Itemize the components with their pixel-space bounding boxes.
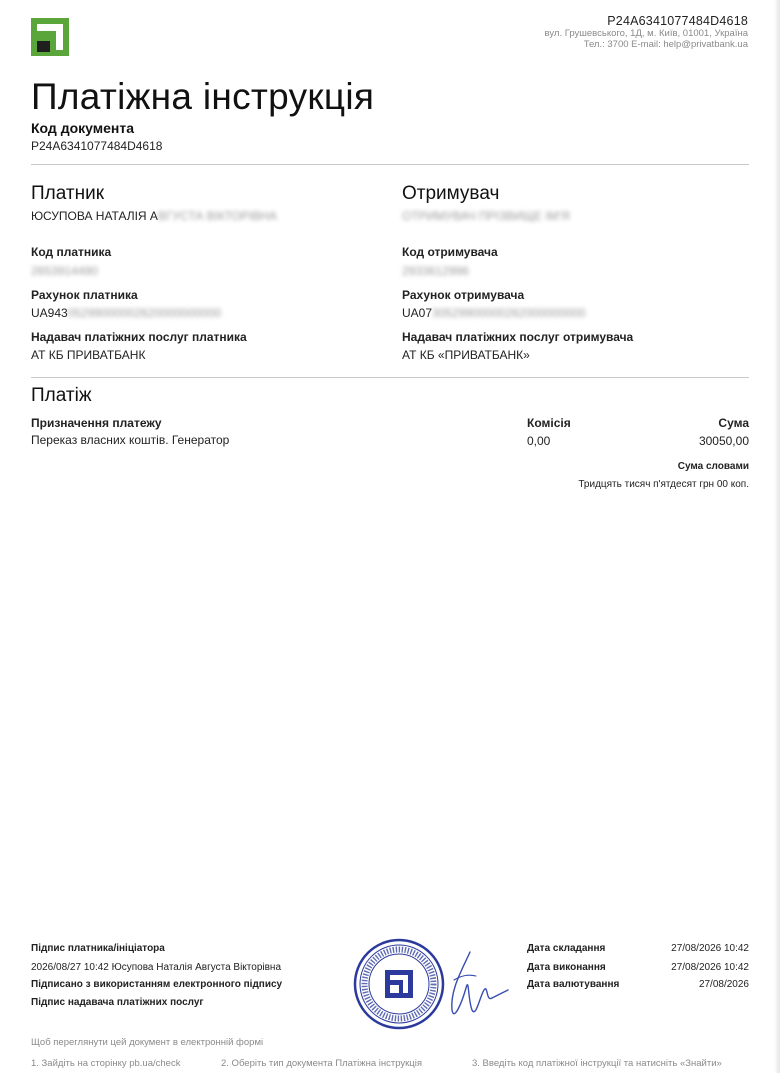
executed-date-label: Дата виконання — [527, 962, 606, 973]
bank-stamp — [353, 938, 445, 1030]
recipient-account-label: Рахунок отримувача — [402, 288, 525, 302]
handwritten-signature — [442, 940, 512, 1032]
executed-date: 27/08/2026 10:42 — [671, 962, 749, 973]
page-edge — [774, 0, 780, 1073]
footer-step-2: 2. Оберіть тип документа Платіжна інструкція — [221, 1058, 422, 1069]
payer-provider-label: Надавач платіжних послуг платника — [31, 330, 247, 344]
payer-account-label: Рахунок платника — [31, 288, 138, 302]
divider — [31, 377, 749, 378]
commission-value: 0,00 — [527, 434, 551, 448]
payer-code-redacted: 2653914490 — [31, 264, 98, 278]
recipient-account-visible: UA07 — [402, 306, 433, 320]
payment-heading: Платіж — [31, 385, 92, 406]
purpose-label: Призначення платежу — [31, 416, 162, 430]
document-title: Платіжна інструкція — [31, 76, 375, 117]
amount-value: 30050,00 — [698, 434, 749, 448]
purpose-value: Переказ власних коштів. Генератор — [31, 433, 230, 447]
payer-heading: Платник — [31, 183, 105, 204]
payer-provider: АТ КБ ПРИВАТБАНК — [31, 348, 146, 362]
commission-label: Комісія — [527, 416, 571, 430]
amount-label: Сума — [718, 416, 749, 430]
recipient-provider-label: Надавач платіжних послуг отримувача — [402, 330, 634, 344]
recipient-code-label: Код отримувача — [402, 245, 498, 259]
payer-account-visible: UA943 — [31, 306, 68, 320]
bank-contacts: Тел.: 3700 E-mail: help@privatbank.ua — [583, 39, 748, 50]
footer-step-1: 1. Зайдіть на сторінку pb.ua/check — [31, 1058, 181, 1069]
recipient-heading: Отримувач — [402, 183, 500, 204]
footer-step-3: 3. Введіть код платіжної інструкції та натисніть «Знайти» — [472, 1058, 722, 1069]
recipient-account-redacted: 30529900000262000000000 — [432, 306, 586, 320]
footer-intro: Щоб переглянути цей документ в електронній формі — [31, 1037, 264, 1048]
payer-name-redacted: ВГУСТА ВІКТОРІВНА — [157, 209, 278, 223]
initiator-signature-value: 2026/08/27 10:42 Юсупова Наталія Августа Вікторівна — [31, 962, 282, 973]
initiator-signature-label: Підпис платника/ініціатора — [31, 943, 165, 954]
amount-words-label: Сума словами — [677, 461, 749, 472]
privatbank-logo — [31, 18, 69, 56]
divider — [31, 164, 749, 165]
document-code-label: Код документа — [31, 120, 134, 136]
recipient-provider: АТ КБ «ПРИВАТБАНК» — [402, 348, 530, 362]
provider-signature-label: Підпис надавача платіжних послуг — [31, 997, 204, 1008]
amount-words: Тридцять тисяч п'ятдесят грн 00 коп. — [578, 479, 749, 490]
bank-address: вул. Грушевського, 1Д, м. Київ, 01001, Україна — [544, 28, 748, 39]
electronic-signature-label: Підписано з використанням електронного підпису — [31, 979, 283, 990]
payer-code-label: Код платника — [31, 245, 112, 259]
recipient-name-redacted: ОТРИМУВАЧ ПРІЗВИЩЕ ІМ'Я — [402, 209, 570, 223]
payer-account — [31, 306, 221, 320]
header-doc-code: P24A6341077484D4618 — [607, 14, 748, 28]
header-info — [545, 14, 748, 50]
created-date: 27/08/2026 10:42 — [671, 943, 749, 954]
payer-name-visible: ЮСУПОВА НАТАЛІЯ А — [31, 209, 158, 223]
value-date: 27/08/2026 — [698, 979, 749, 990]
document-code-value: P24A6341077484D4618 — [31, 139, 163, 153]
recipient-account — [402, 306, 586, 320]
created-date-label: Дата складання — [527, 943, 606, 954]
payer-name — [31, 209, 277, 223]
payer-account-redacted: 05299000002620000000000 — [67, 306, 222, 320]
value-date-label: Дата валютування — [527, 979, 620, 990]
recipient-code-redacted: 2933612996 — [402, 264, 469, 278]
